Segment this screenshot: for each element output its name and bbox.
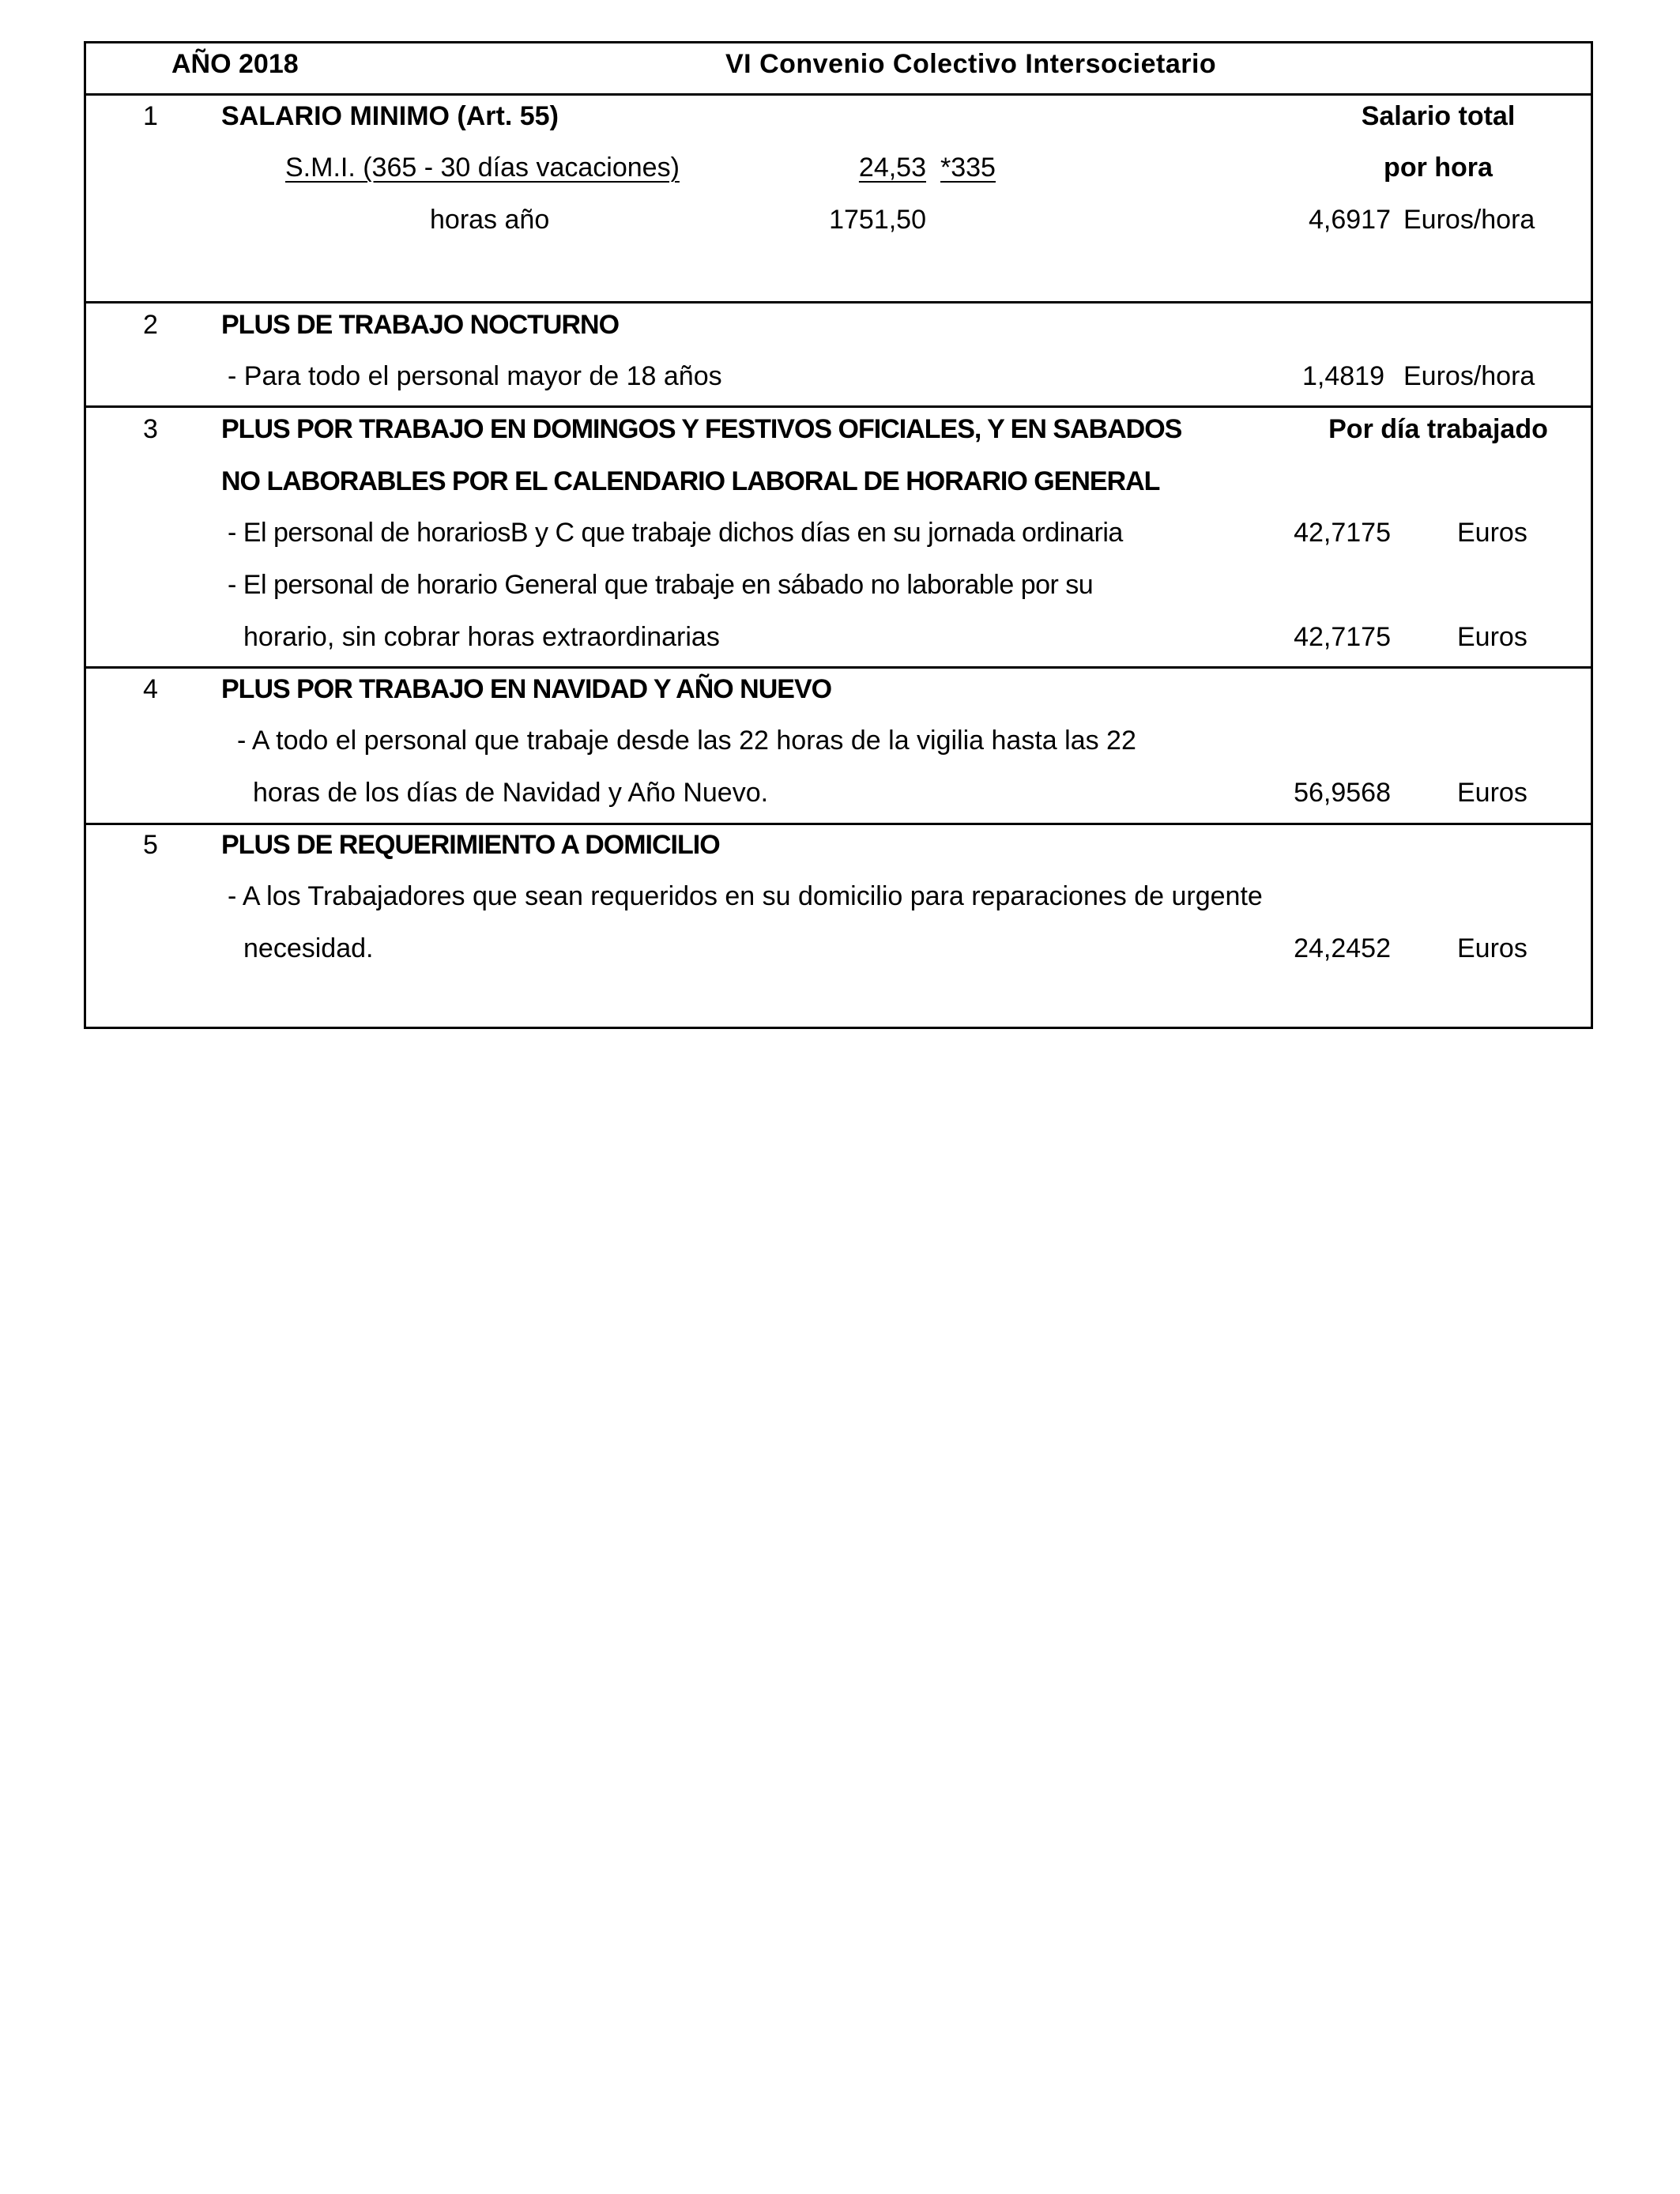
hours-value: 1751,50: [829, 205, 926, 235]
section-4-unit: Euros: [1457, 778, 1527, 808]
section-1-title: SALARIO MINIMO (Art. 55): [221, 101, 559, 131]
hourly-rate: 4,6917: [1309, 205, 1391, 235]
section-3-title-line-1: PLUS POR TRABAJO EN DOMINGOS Y FESTIVOS OFICIALES, Y EN SABADOS: [221, 414, 1182, 444]
section-divider-3: [86, 666, 1591, 669]
section-4-line-1: - A todo el personal que trabaje desde las 22 horas de la vigilia hasta las 22: [237, 726, 1136, 756]
section-3-item-1-unit: Euros: [1457, 518, 1527, 548]
section-5-line-2: necesidad.: [243, 933, 374, 963]
smi-factor: *335: [940, 153, 996, 183]
section-5-unit: Euros: [1457, 933, 1527, 963]
section-3-item-2-value: 42,7175: [1294, 622, 1391, 652]
section-3-number: 3: [143, 414, 158, 444]
section-2-title: PLUS DE TRABAJO NOCTURNO: [221, 310, 620, 340]
section-divider-2: [86, 405, 1591, 408]
section-4-title: PLUS POR TRABAJO EN NAVIDAD Y AÑO NUEVO: [221, 674, 832, 704]
section-4-value: 56,9568: [1294, 778, 1391, 808]
section-5-title: PLUS DE REQUERIMIENTO A DOMICILIO: [221, 830, 720, 860]
header-divider: [86, 93, 1591, 96]
section-3-column-head: Por día trabajado: [1328, 414, 1548, 444]
section-3-title-line-2: NO LABORABLES POR EL CALENDARIO LABORAL DE HORARIO GENERAL: [221, 466, 1160, 496]
section-3-item-2-unit: Euros: [1457, 622, 1527, 652]
header-title: VI Convenio Colectivo Intersocietario: [725, 49, 1217, 79]
smi-label: S.M.I. (365 - 30 días vacaciones): [285, 153, 680, 183]
smi-value: 24,53: [858, 153, 926, 183]
section-3-item-1-value: 42,7175: [1294, 518, 1391, 548]
section-1-column-head-2: por hora: [1384, 153, 1493, 183]
section-5-number: 5: [143, 830, 158, 860]
section-1-number: 1: [143, 101, 158, 131]
hours-label: horas año: [430, 205, 550, 235]
section-4-number: 4: [143, 674, 158, 704]
section-2-value: 1,4819: [1302, 361, 1384, 391]
section-divider-4: [86, 823, 1591, 825]
section-2-number: 2: [143, 310, 158, 340]
section-3-item-1: - El personal de horariosB y C que trabaje dichos días en su jornada ordinaria: [228, 518, 1123, 548]
header-year: AÑO 2018: [171, 49, 299, 79]
section-2-line: - Para todo el personal mayor de 18 años: [228, 361, 722, 391]
section-2-unit: Euros/hora: [1403, 361, 1535, 391]
section-5-line-1: - A los Trabajadores que sean requeridos en su domicilio para reparaciones de urgente: [228, 881, 1263, 911]
section-5-value: 24,2452: [1294, 933, 1391, 963]
section-4-line-2: horas de los días de Navidad y Año Nuevo.: [253, 778, 769, 808]
section-divider-1: [86, 301, 1591, 303]
section-3-item-2-line-2: horario, sin cobrar horas extraordinarias: [243, 622, 720, 652]
section-1-column-head-1: Salario total: [1361, 101, 1516, 131]
section-3-item-2-line-1: - El personal de horario General que trabaje en sábado no laborable por su: [228, 570, 1094, 600]
hourly-rate-unit: Euros/hora: [1403, 205, 1535, 235]
